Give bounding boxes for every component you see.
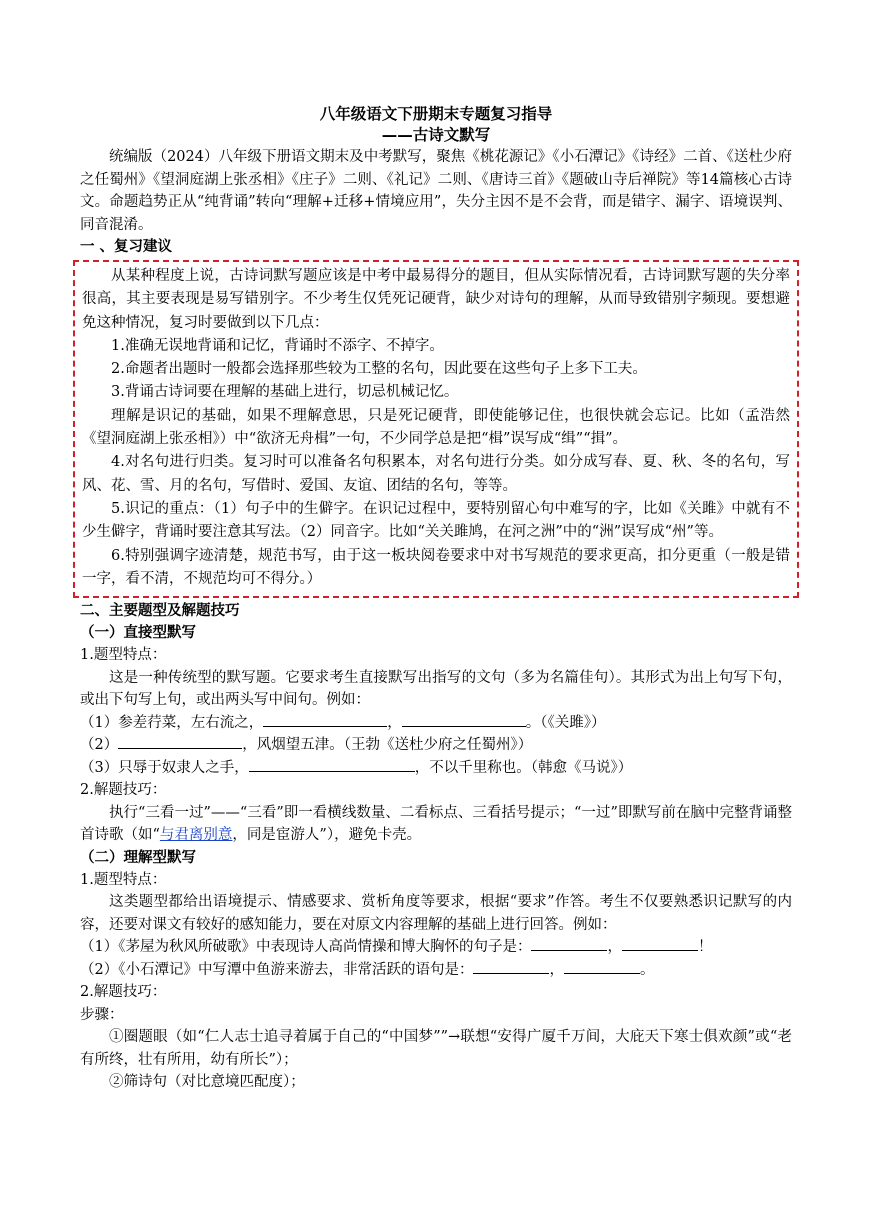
review-item-1: 1.准确无误地背诵和记忆，背诵时不添字、不掉字。 [111, 337, 444, 354]
subsection-heading-understanding: （二）理解型默写 [80, 849, 196, 866]
example-text: （2） [80, 737, 119, 754]
answer-blank [622, 936, 698, 951]
direct-description: 这是一种传统型的默写题。它要求考生直接默写出指写的文句（多为名篇佳句）。其形式为出上句写下句，或出下句写上句，或出两头写中间句。例如： [80, 669, 792, 709]
understanding-description: 这类题型都给出语境提示、情感要求、赏析角度等要求，根据“要求”作答。考生不仅要熟悉识记默写的内容，还要对课文有较好的感知能力，要在对原文内容理解的基础上进行回答。例如： [80, 894, 792, 933]
poem-link[interactable]: 与君离别意 [159, 827, 233, 844]
review-item-3: 3.背诵古诗词要在理解的基础上进行，切忌机械记忆。 [111, 384, 459, 401]
answer-blank [249, 757, 415, 772]
example-text: （3）只辱于奴隶人之手， [80, 759, 249, 776]
review-item-2: 2.命题者出题时一般都会选择那些较为工整的名句，因此要在这些句子上多下工夫。 [111, 361, 647, 378]
example-text: ！ [697, 939, 713, 956]
example-text: ， [387, 714, 402, 731]
review-suggestions-box [73, 260, 799, 598]
direct-example-1 [80, 712, 792, 735]
example-text: （1）《茅屋为秋风所破歌》中表现诗人高尚情操和博大胸怀的句子是： [80, 939, 532, 956]
example-text: ，风烟望五津。（王勃《送杜少府之任蜀州》） [242, 737, 533, 754]
label-features: 1.题型特点： [80, 871, 167, 888]
document-subtitle: ——古诗文默写 [381, 126, 491, 144]
label-features: 1.题型特点： [80, 647, 167, 664]
label-techniques: 2.解题技巧： [80, 782, 167, 799]
technique-text: ，同是宦游人”），避免卡壳。 [232, 827, 422, 844]
step-2: ②筛诗句（对比意境匹配度）； [109, 1074, 305, 1091]
answer-blank [564, 959, 640, 974]
review-item-3-detail: 理解是识记的基础，如果不理解意思，只是死记硬背，即使能够记住，也很快就会忘记。比如（孟浩然《望洞庭湖上张丞相》）中“欲济无舟楫”一句，不少同学总是把“楫”误写成“缉”“揖”。 [82, 407, 790, 448]
direct-technique [80, 802, 792, 847]
review-item-5: 5.识记的重点：（1）句子中的生僻字。在识记过程中，要特别留心句中难写的字，比如《关雎》中就有不少生僻字，背诵时要注意其写法。（2）同音字。比如“关关雎鸠，在河之洲”中的“洲”误写成“州”等。 [82, 500, 790, 541]
understanding-example-2 [80, 959, 792, 982]
answer-blank [473, 959, 549, 974]
example-text: ，不以千里称也。（韩愈《马说》） [414, 759, 633, 776]
answer-blank [531, 936, 607, 951]
answer-blank [402, 712, 526, 727]
document-page [80, 104, 792, 1094]
section-heading-question-types: 二、主要题型及解题技巧 [80, 603, 240, 620]
technique-text: 执行“三看一过”——“三看”即一看横线数量、二看标点、三看括号提示；“一过”即默写前在脑中完整背诵整首诗歌（如“ [80, 804, 792, 844]
label-steps: 步骤： [80, 1006, 124, 1023]
label-techniques: 2.解题技巧： [80, 984, 167, 1001]
example-text: 。 [639, 961, 655, 978]
section-heading-review: 一 、复习建议 [80, 239, 173, 255]
direct-example-3 [80, 757, 792, 780]
example-text: （2）《小石潭记》中写潭中鱼游来游去，非常活跃的语句是： [80, 961, 474, 978]
review-item-6: 6.特别强调字迹清楚，规范书写，由于这一板块阅卷要求中对书写规范的要求更高，扣分更重（一般是错一字，看不清，不规范均可不得分。） [82, 547, 790, 587]
example-text: ， [549, 961, 564, 978]
answer-blank [118, 734, 242, 749]
direct-example-2 [80, 734, 792, 757]
understanding-example-1 [80, 936, 792, 959]
answer-blank [263, 712, 387, 727]
review-paragraph: 从某种程度上说，古诗词默写题应该是中考中最易得分的题目，但从实际情况看，古诗词默写题的失分率很高，其主要表现是易写错别字。不少考生仅凭死记硬背，缺少对诗句的理解，从而导致错别字频现。要想避免这种情况，复习时要做到以下几点： [82, 268, 790, 331]
review-item-4: 4.对名句进行归类。复习时可以准备名句积累本，对名句进行分类。如分成写春、夏、秋、冬的名句，写风、花、雪、月的名句，写借时、爱国、友谊、团结的名句，等等。 [82, 454, 790, 494]
intro-paragraph: 统编版（2024）八年级下册语文期末及中考默写，聚焦《桃花源记》《小石潭记》《诗经》二首、《送杜少府之任蜀州》《望洞庭湖上张丞相》《庄子》二则、《礼记》二则、《唐诗三首》《题破山寺后禅院》等14篇核心古诗文。命题趋势正从“纯背诵”转向“理解+迁移+情境应用”，失分主因不是不会背，而是错字、漏字、语境误判、同音混淆。 [80, 149, 792, 233]
example-text: 。（《关雎》） [525, 714, 606, 731]
subsection-heading-direct: （一）直接型默写 [80, 625, 196, 642]
example-text: ， [607, 939, 622, 956]
example-text: （1）参差荇菜，左右流之， [80, 714, 264, 731]
document-title: 八年级语文下册期末专题复习指导 [319, 105, 553, 123]
step-1: ①圈题眼（如“仁人志士追寻着属于自己的“中国梦””→联想“安得广厦千万间，大庇天下寒士俱欢颜”或“老有所终，壮有所用，幼有所长”）； [80, 1029, 792, 1068]
